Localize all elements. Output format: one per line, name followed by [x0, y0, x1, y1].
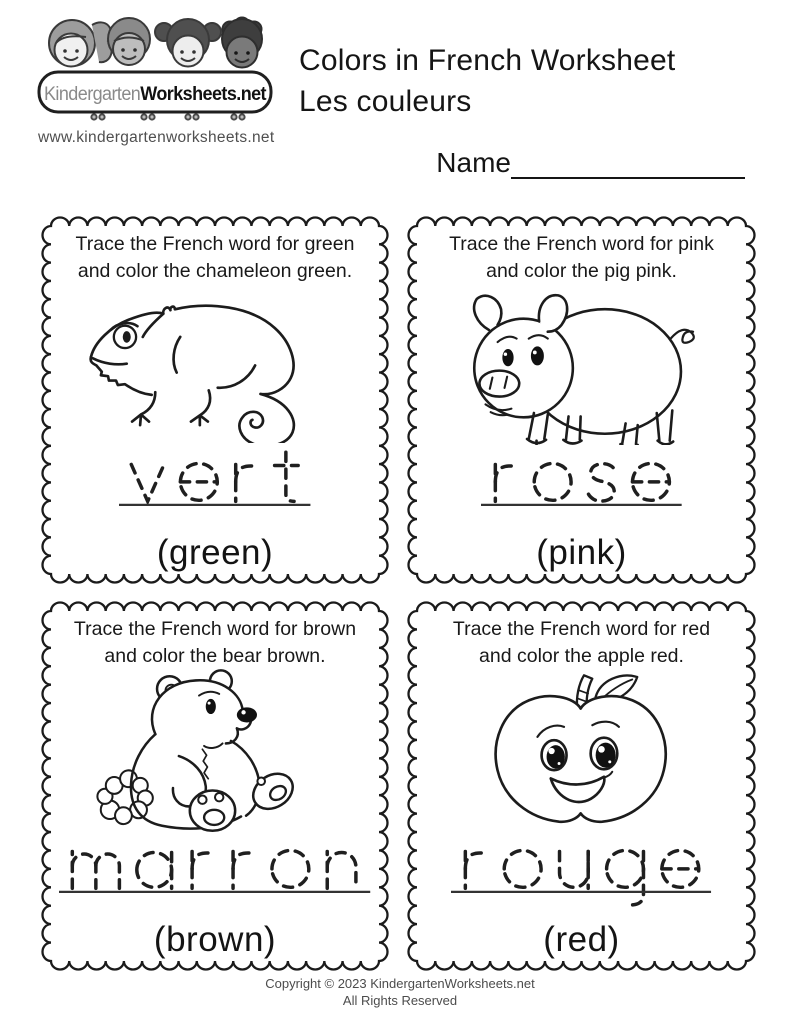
trace-word-vert [119, 444, 310, 530]
kid4-boy [222, 18, 262, 68]
logo-feet [91, 114, 244, 119]
kid3-girl [155, 19, 221, 67]
kid1-girl [49, 20, 112, 67]
site-logo [36, 10, 278, 147]
title-line2: Les couleurs [299, 85, 472, 118]
instruction-line1: Trace the French word for brown [73, 618, 357, 640]
card-instruction [449, 231, 714, 285]
card-green-chameleon [40, 215, 390, 585]
pig-illustration [424, 285, 739, 444]
card-instruction [74, 616, 356, 670]
name-label: Name [436, 147, 511, 178]
site-url: www.kindergartenworksheets.net [38, 129, 275, 146]
logo-site-name: KindergartenWorksheets.net [44, 84, 274, 105]
instruction-line2: and color the apple red. [479, 645, 684, 667]
card-brown-bear [40, 600, 390, 972]
bear-illustration [58, 670, 372, 831]
name-blank-line [511, 147, 745, 179]
name-row [436, 147, 745, 179]
card-instruction [453, 616, 710, 670]
english-word: (brown) [153, 920, 277, 959]
footer-rights: All Rights Reserved [342, 993, 458, 1008]
page-title [299, 40, 675, 122]
apple-illustration [424, 670, 739, 831]
trace-word-marron [59, 831, 370, 917]
instruction-line2: and color the pig pink. [486, 260, 677, 282]
cards-grid [40, 215, 757, 972]
chameleon-illustration [58, 285, 372, 444]
card-red-apple [406, 600, 757, 972]
card-instruction [76, 231, 355, 285]
trace-word-rouge [451, 831, 711, 917]
four-children-heads-icon [36, 10, 276, 128]
english-word: (red) [543, 920, 620, 959]
english-word: (pink) [536, 533, 627, 572]
instruction-line1: Trace the French word for green [75, 233, 355, 255]
footer [0, 975, 800, 1009]
footer-copyright: Copyright © 2023 KindergartenWorksheets.net [265, 976, 535, 991]
instruction-line1: Trace the French word for pink [449, 233, 714, 255]
instruction-line2: and color the bear brown. [104, 645, 326, 667]
instruction-line2: and color the chameleon green. [77, 260, 353, 282]
english-word: (green) [156, 533, 274, 572]
instruction-line1: Trace the French word for red [452, 618, 711, 640]
trace-word-rose [481, 444, 682, 530]
kid2-boy [108, 18, 150, 65]
card-pink-pig [406, 215, 757, 585]
title-line1: Colors in French Worksheet [299, 44, 676, 77]
